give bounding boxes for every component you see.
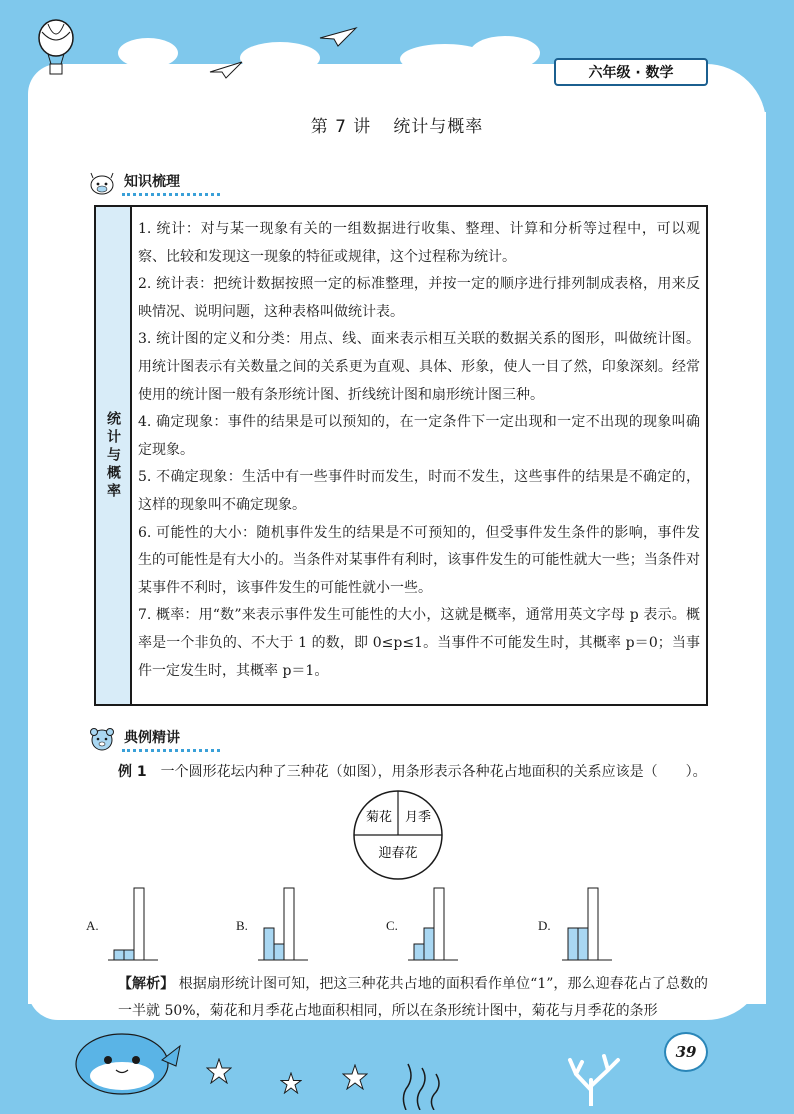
topic-side-column — [96, 207, 132, 704]
option-bar — [124, 950, 134, 960]
example-question-text: 一个圆形花坛内种了三种花（如图），用条形表示各种花占地面积的关系应该是（ ）。 — [160, 764, 707, 780]
analysis-tag: 【解析】 — [118, 976, 175, 992]
knowledge-table — [94, 205, 708, 706]
grade-subject-badge: 六年级 · 数学 — [554, 58, 708, 86]
option-bar — [588, 888, 598, 960]
cloud-decoration — [240, 42, 320, 74]
analysis-paragraph — [118, 971, 708, 1025]
knowledge-item: 7. 概率：用“数”来表示事件发生可能性的大小，这就是概率，通常用英文字母 p 表示。概率是一个非负的、不大于 1 的数，即 0≤p≤1。当事件不可能发生时，其概率 p＝0；当事件一定发生时，其概率 p＝1。 — [138, 607, 700, 679]
option-c-bar-chart — [408, 886, 462, 962]
starfish-icon — [206, 1058, 232, 1084]
knowledge-item: 2. 统计表：把统计数据按照一定的标准整理，并按一定的顺序进行排列制成表格，用来反映情况、说明问题，这种表格叫做统计表。 — [138, 276, 700, 320]
topic-side-label: 统计与概率 — [105, 410, 121, 501]
flower-pie-chart — [352, 789, 444, 881]
page-number: 39 — [664, 1032, 708, 1072]
knowledge-item: 3. 统计图的定义和分类：用点、线、面来表示相互关联的数据关系的图形，叫做统计图。用统计图表示有关数量之间的关系更为直观、具体、形象，使人一目了然，印象深刻。经常使用的统计图一般有条形统计图、折线统计图和扇形统计图三种。 — [138, 331, 700, 403]
example-number: 例 1 — [118, 764, 147, 780]
lesson-number: 第 7 讲 — [310, 117, 372, 137]
knowledge-section-heading — [88, 170, 220, 196]
option-bar — [114, 950, 124, 960]
hot-air-balloon-icon — [34, 18, 78, 78]
section-heading-label: 知识梳理 — [122, 171, 220, 196]
cloud-decoration — [470, 36, 540, 70]
whale-decoration-icon — [64, 1020, 184, 1100]
left-frame — [0, 0, 28, 1114]
bear-mascot-icon — [88, 726, 116, 752]
example-section-heading — [88, 726, 220, 752]
knowledge-item: 1. 统计：对与某一现象有关的一组数据进行收集、整理、计算和分析等过程中，可以观察、比较和发现这一现象的特征或规律，这个过程称为统计。 — [138, 221, 700, 265]
option-d-bar-chart — [562, 886, 616, 962]
option-bar — [274, 944, 284, 960]
option-bar — [284, 888, 294, 960]
option-bar — [434, 888, 444, 960]
knowledge-item: 6. 可能性的大小：随机事件发生的结果是不可预知的，但受事件发生条件的影响，事件发生的可能性是有大小的。当条件对某事件有利时，该事件发生的可能性就大一些；当条件对某事件不利时，该事件发生的可能性就小一些。 — [138, 524, 700, 596]
starfish-icon — [342, 1064, 368, 1090]
option-bar — [414, 944, 424, 960]
option-bar — [424, 928, 434, 960]
option-bar — [568, 928, 578, 960]
seaweed-icon — [396, 1060, 446, 1110]
option-a-label: A. — [86, 918, 99, 933]
lesson-title — [0, 112, 794, 137]
coral-icon — [556, 1050, 626, 1106]
starfish-icon — [280, 1072, 302, 1094]
section-heading-label: 典例精讲 — [122, 727, 220, 752]
option-bar — [264, 928, 274, 960]
cow-mascot-icon — [88, 170, 116, 196]
knowledge-item: 5. 不确定现象：生活中有一些事件时而发生，时而不发生，这些事件的结果是不确定的，这样的现象叫不确定现象。 — [138, 469, 700, 513]
option-a-bar-chart — [108, 886, 162, 962]
option-b-bar-chart — [258, 886, 312, 962]
option-b-label: B. — [236, 918, 248, 933]
cloud-decoration — [118, 38, 178, 68]
lesson-topic: 统计与概率 — [393, 117, 484, 137]
option-bar — [578, 928, 588, 960]
paper-plane-icon — [318, 26, 358, 48]
pie-label-rose: 月季 — [404, 810, 432, 825]
analysis-text: 根据扇形统计图可知，把这三种花共占地的面积看作单位“1”，那么迎春花占了总数的一半就 50%，菊花和月季花占地面积相同，所以在条形统计图中，菊花与月季花的条形 — [118, 976, 708, 1019]
example-question — [118, 761, 708, 781]
knowledge-item: 4. 确定现象：事件的结果是可以预知的，在一定条件下一定出现和一定不出现的现象叫确定现象。 — [138, 414, 700, 458]
option-bar — [134, 888, 144, 960]
option-d-label: D. — [538, 918, 551, 933]
right-frame — [766, 0, 794, 1114]
paper-plane-icon — [208, 58, 244, 80]
option-c-label: C. — [386, 918, 398, 933]
pie-label-jasmine: 迎春花 — [378, 846, 418, 861]
knowledge-items — [138, 216, 700, 685]
pie-label-chrysanthemum: 菊花 — [365, 810, 393, 825]
